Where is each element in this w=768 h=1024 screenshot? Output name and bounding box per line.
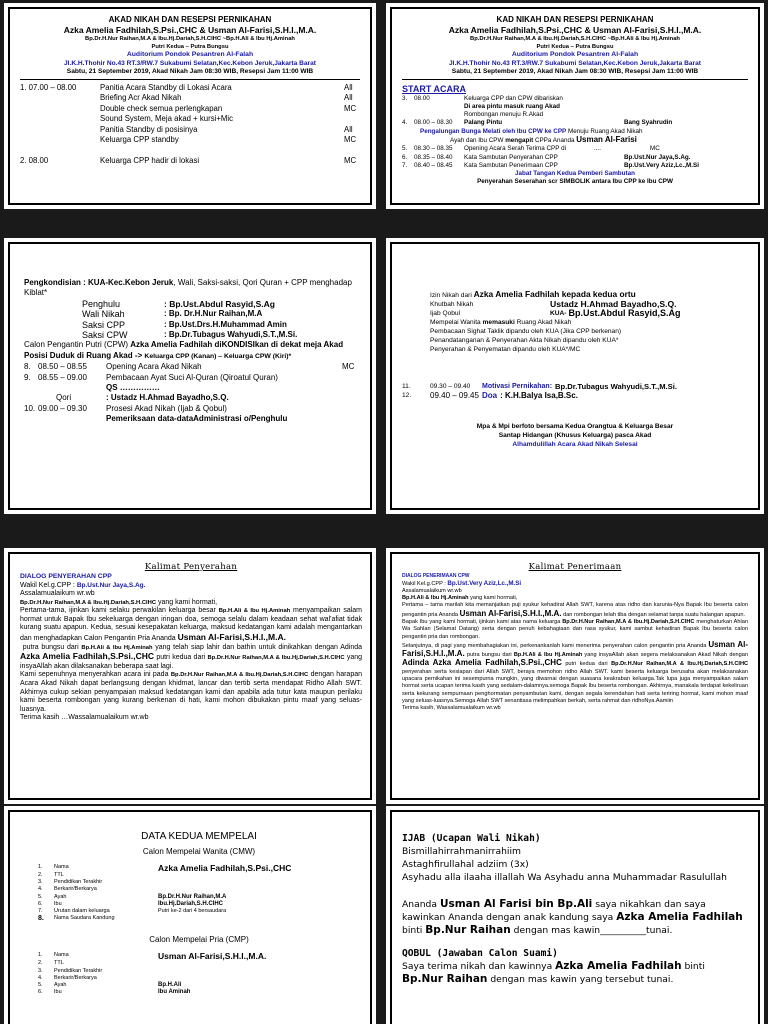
text: Adinda [402,658,430,668]
schedule-row [402,382,746,391]
row-label: TTL [54,872,64,878]
row-no: 9. [24,372,31,382]
text: Kami sepenuhnya menyerahkan acara ini pada [20,671,169,679]
row-note: CPPa Ananda [534,136,575,144]
label: Calon Pengantin Putri (CPW) [24,340,129,350]
couple-names: Azka Amelia Fadhilah,S.Psi.,CHC & Usman Al-Farisi,S.H.I.,M.A. [448,25,702,35]
greeting: Assalamualaikum wr.wb [402,587,462,594]
row-label: Nama [54,952,69,959]
card-border [8,552,372,800]
row-no: 8. [24,362,31,372]
row-no: 3. [402,94,408,102]
row-pic: MC [344,103,357,113]
row-note: Pemeriksaan data-dataAdministrasi o/Penghulu [106,414,288,424]
card-border [390,810,760,1024]
row-no: 3. [38,967,43,974]
step-line: Pembacaan Sighat Taklik dipandu oleh KUA (Jika CPP berkenan) [430,328,622,335]
card-border [8,7,372,205]
row-label: Ibu [54,989,62,996]
start-heading: START ACARA [402,83,466,94]
row-no: 5. [38,982,43,989]
speech-body [20,582,362,724]
row-time: 08.00 [414,94,430,102]
cmw-table [38,864,360,922]
label: Pengkondisian : [24,278,86,287]
kua-name: KUA-Kec.Kebon Jeruk [88,278,174,287]
schedule-row [402,95,748,103]
text: putri kedua dari [565,661,608,668]
ijab-row [430,309,746,318]
row-desc: Motivasi Pernikahan: [482,383,553,390]
text: Pertama – tama marilah kita memanjatkan puji syukur kehadirat Allah SWT, karena atas ridho dan karunia-Nya Bapak Ibu beserta calon pengantin pria Ananda [402,602,748,618]
card-border [390,7,760,205]
row-pic: Bp.Ust.Very Aziz,Lc.,M.Si [624,161,699,169]
row-desc: Palang Pintu [464,119,503,127]
closing-line: Mpa & Mpi berfoto bersama Kedua Orangtua & Keluarga Besar [476,423,674,430]
step-text: Mempelai Wanita [430,319,481,326]
schedule-row [20,104,360,115]
schedule-row [24,362,360,372]
label: Izin Nikah dari [430,292,472,299]
text: Selanjutnya, di pagi yang membahagiakan ini, perkenankanlah kami menerima penyerahan calon pengantin pria Ananda [402,642,707,649]
venue: Auditorium Pondok Pesantren Al-Falah [511,51,639,58]
step-line: Penyerahan & Penyematan dipandu oleh KUA*/MC [430,346,581,353]
parents-line: Bp.Dr.H.Nur Raihan,M.A & Ibu.Hj.Dariah,S.H.CIHC ~Bp.H.Ali & Ibu Hj.Aminah [470,36,680,42]
row-no: 8. [38,915,44,923]
row-pic: Bp.Ust.Nur Jaya,S.Ag. [624,153,691,161]
row-pic: All [344,124,353,134]
row-desc: Keluarga CPP hadir di lokasi [100,155,200,165]
row-value: Ibu Aminah [158,989,191,996]
row-time: 2. 08.00 [20,155,49,165]
qs-line: QS …………… [106,383,160,393]
row-time: 08.35 – 08.40 [414,153,453,161]
row-note: Rombongan menuju R.Akad [464,111,544,119]
row-pic [344,114,360,125]
card-title: Kalimat Penerimaan [528,562,622,572]
row-note: Penyerahan Seserahan scr SIMBOLIK antara Ibu CPP ke Ibu CPW [477,178,673,186]
schedule-list [20,83,360,167]
qobul-paragraph [402,960,746,986]
card-title: DATA KEDUA MEMPELAI [141,831,257,842]
bold-name: Bp.H.Ali & Ibu Hj.Aminah [81,644,153,651]
row-label: Berkarir/Berkarya [54,886,97,893]
text: putra bungsu dari [22,643,79,651]
row-desc: Double check semua perlengkapan [100,103,223,113]
ijab-heading: IJAB (Ucapan Wali Nikah) [402,833,541,844]
row-desc: Keluarga CPP dan CPW dibariskan [464,94,563,102]
row-pic: All [344,82,353,92]
schedule-row [402,162,748,170]
bold-name: Bp.H.Ali & Ibu Hj.Aminah [218,608,291,615]
row-time: 08.50 – 08.55 [38,362,87,372]
label: Khutbah Nikah [430,301,474,308]
role-label: Saksi CPW [82,330,128,341]
row-no: 1. [38,952,43,959]
row-time: 08.40 – 08.45 [414,161,453,169]
role-row [82,309,360,319]
text: Pertama-tama, ijinkan kami selaku perwakilan keluarga besar [20,607,216,615]
row-time: 1. 07.00 – 08.00 [20,82,77,92]
row-no: 1. [38,864,43,870]
row-no: 2. [38,872,43,878]
cmw-heading: Calon Mempelai Wanita (CMW) [142,847,256,856]
row-label: TTL [54,960,64,967]
row-time: 09.00 – 09.30 [38,403,87,413]
cmp-table [38,952,360,996]
row-no: 6. [38,900,43,907]
condition-text: , Wali, Saksi-saksi, Qori Quran + CPP menghadap Kiblat* [24,278,352,298]
row-label: Urutan dalam keluarga [54,908,110,915]
address: Jl.K.H.Thohir No.43 RT.3/RW.7 Sukabumi Selatan,Kec.Kebon Jeruk,Jakarta Barat [449,59,701,67]
cmp-heading: Calon Mempelai Pria (CMP) [149,935,249,945]
text: binti [684,961,705,972]
row-label: Nama [54,864,69,870]
text: menyampaikan salam hormat untuk Bapak Ibu sekeluarga dengan iringan doa, semoga selalu dalam keadaan sehat wal'afiat tidak kurang suatu apapun. Kedua, sesuai kesepakatan keluarga, maksud kedatangan kami adalah mengantarkan dan menghadapkan Calon Pengantin Pria Ananda [20,607,363,643]
parents-line: Bp.Dr.H.Nur Raihan,M.A & Ibu.Hj.Dariah,S.H.CIHC ~Bp.H.Ali & Ibu Hj.Aminah [85,36,295,42]
row-pic: MC [342,362,355,372]
schedule-row [24,373,360,383]
data-row [38,908,360,915]
cpw-text: Azka Amelia Fadhilah diKONDISIkan di dekat meja Akad [130,340,344,350]
schedule-row [20,125,360,136]
row-note: Pengalungan Bunga Melati oleh Ibu CPW ke CPP [420,127,567,135]
child-order: Putri Kedua – Putra Bungsu [536,43,614,50]
row-note: Jabat Tangan Kedua Pemberi Sambutan [515,170,635,178]
text: yang insyaAllah akan segera melaksanakan Akad Nikah dengan [584,652,748,659]
text: saya nikahkan dan saya kawinkan Ananda dengan anak kandung saya [402,899,706,923]
row-time: 09.30 – 09.40 [430,383,471,390]
label: Ijab Qobul [430,310,461,317]
row-no: 10. [24,403,36,413]
row-no: 5. [402,145,408,153]
row-desc: Doa [482,391,498,400]
closing-line: Alhamdulillah Acara Akad Nikah Selesai [512,441,638,448]
row-label: Pendidikan Terakhir [54,879,103,886]
row-no: 3. [38,879,43,886]
bold-name: Bp.H.Ali & Ibu Hj.Aminah [513,652,583,659]
row-label: Ayah [54,893,67,900]
data-row [38,901,360,908]
row-pic: Bang Syahrudin [624,119,673,127]
role-label: Wali Nikah [82,309,125,320]
role-label: Saksi CPP [82,319,126,330]
label: Posisi Duduk di Ruang Akad -> [24,350,143,360]
qobul-heading: QOBUL (Jawaban Calon Suami) [402,948,558,959]
card-border [390,552,760,800]
text: yang telah siap lahir dan bathin untuk dinikahkan dengan Adinda [155,643,363,651]
qori-label: Qori [56,393,72,403]
data-row [38,975,360,982]
schedule-row [20,135,360,146]
bold-name: Bp.Dr.H.Nur Raihan,M.A & Ibu.Hj.Dariah,S.H.CIHC [207,655,345,662]
row-no: 11. [402,383,411,390]
text: dengan mas kawin__________tunai. [513,925,673,936]
groom-name: Usman Al-Farisi [576,134,637,144]
row-label: Berkarir/Berkarya [54,974,97,981]
role-row [82,320,360,330]
data-row [38,886,360,893]
row-time [20,135,100,146]
qori-row [24,393,360,403]
ijab-line: Bismillahirrahmanirrahiim [402,846,521,857]
groom-name: Usman Al-Farisi,S.H.I.,M.A. [459,608,562,618]
text: yang kami hormati, [157,598,218,606]
step-line [430,318,746,327]
card-akad-schedule-2 [386,3,764,209]
row-desc: Panitia Standby di posisinya [100,124,198,134]
row-time: 08.30 – 08.35 [414,145,453,153]
position-line [24,351,360,362]
row-value: Azka Amelia Fadhilah,S.Psi.,CHC [158,863,292,873]
groom-name: Usman Al-Farisi,S.H.I.,M.A. [177,632,286,643]
schedule-row [20,83,360,94]
izin-text: Azka Amelia Fadhilah kepada kedua ortu [473,289,636,299]
text: yang kami hormati, [470,595,518,602]
card-kalimat-penyerahan [4,548,376,804]
row-pic: Bp.Dr.Tubagus Wahyudi,S.T.,M.Si. [555,382,677,391]
schedule-row [402,145,748,153]
closing: Terima kasih, Wassalamualaikum wr.wb [402,705,501,712]
role-name: : Bp.Ust.Abdul Rasyid,S.Ag [164,298,275,309]
data-row [38,968,360,975]
text: dengan harapan Acara Akad Nikah dapat berlangsung dengan khidmat, lancar dan tertib serta mendapat Ridho Allah SWT. Akhirnya cukup sekian penyampaian maksud kedatangan kami dan apabila ada tutur kata maupun perilaku kami beserta rombongan yang kurang berkenan di hati, kami mohon dibukakan pintu maaf yang seluas-luasnya. [20,671,363,713]
bold-name: Bp.Dr.H.Nur Raihan,M.A & Ibu.Hj.Dariah,S.H.CIHC [611,661,749,668]
card-title: AKAD NIKAH DAN RESEPSI PERNIKAHAN [108,15,272,24]
bride-name: Azka Amelia Fadhilah,S.Psi.,CHC [432,658,562,668]
card-title: KAD NIKAH DAN RESEPSI PERNIKAHAN [496,15,654,24]
row-value: Ibu.Hj.Dariah,S.H.CIHC [158,900,224,907]
closing: Terima kasih …Wassalamualaikum wr.wb [20,714,149,722]
text: Bapak Ibu yang kami hormati, ijinkan kami atas nama keluarga [402,618,561,625]
row-pic: All [344,93,353,102]
row-no: 7. [38,908,43,915]
bride-name: Azka Amelia Fadhilah,S.Psi.,CHC [20,651,155,662]
text: yang insyaAllah akan dilaksanakan beberapa saat lagi. [20,654,362,670]
roles-list [24,299,360,341]
khutbah-name: Ustadz H.Ahmad Bayadho,S.Q. [550,299,677,309]
role-name: : Bp.Dr.Tubagus Wahyudi,S.T.,M.Si. [164,330,298,340]
bride-name: Azka Amelia Fadhilah [555,960,682,972]
dialog-heading: DIALOG PENYERAHAN CPP [20,573,112,580]
text: Saya terima nikah dan kawinnya [402,961,553,972]
row-desc: Opening Acara Akad Nikah [106,362,202,372]
row-note: Ayah dan Ibu CPW [450,136,504,144]
greeting: Assalamualaikum wr.wb [20,590,95,598]
row-time [20,93,100,104]
row-pic: MC [650,145,660,153]
card-border [390,242,760,510]
kua-label: KUA- [550,310,567,317]
row-dots: .... [594,145,601,153]
row-no: 6. [38,989,43,996]
card-border [8,810,372,1024]
row-pic: MC [344,155,357,165]
row-no: 4. [402,119,408,127]
text: binti [402,925,423,936]
card-ijab-qobul [386,806,764,1024]
schedule-row [20,93,360,104]
row-no: 5. [38,893,43,900]
groom-name: Usman Al Farisi bin Bp.Ali [439,898,593,910]
step-text: memasuki [482,319,515,326]
data-row [38,989,360,996]
row-time: 09.40 – 09.45 [430,391,479,400]
condition-line [24,278,360,299]
card-title: Kalimat Penyerahan [144,562,238,572]
role-name: : Bp. Dr.H.Nur Raihan,M.A [164,309,263,319]
row-desc: Briefing Acr Akad Nikah [100,93,182,102]
row-no: 12. [402,392,412,399]
cpw-line [24,340,360,350]
row-note: mengapit [505,136,534,144]
row-note: Menuju Ruang Akad Nikah [568,127,643,135]
position-text: Keluarga CPP (Kanan) – Keluarga CPW (Kiri)* [144,352,292,360]
row-desc: Pembacaan Ayat Suci Al-Quran (Qiroatul Quran) [106,372,278,382]
row-label: Pendidikan Terakhir [54,967,103,974]
event-date: Sabtu, 21 September 2019, Akad Nikah Jam 08:30 WIB, Resepsi Jam 11:00 WIB [20,68,360,80]
row-no: 2. [38,960,43,967]
row-time [20,125,100,136]
row-label: Ibu [54,900,62,907]
event-date: Sabtu, 21 September 2019, Akad Nikah Jam 08:30 WIB, Resepsi Jam 11:00 WIB [402,68,748,80]
row-desc: Prosesi Akad Nikah (Ijab & Qobul) [106,403,227,413]
data-row [38,879,360,886]
bold-name: Bp.Dr.H.Nur Raihan,M.A & Ibu.Hj.Dariah,S.H.CIHC [562,618,695,625]
card-akad-schedule-3 [4,238,376,514]
data-row [38,960,360,967]
row-time: 08.00 – 08.30 [414,119,453,127]
schedule-row [20,114,360,125]
row-desc: Kata Sambutan Penyerahan CPP [464,153,558,161]
closing-line: Santap Hidangan (Khusus Keluarga) pasca Akad [498,432,652,439]
role-row [82,299,360,309]
schedule-row [24,404,360,414]
father-name: Bp.Nur Raihan [425,924,511,936]
father-name: Bp.Nur Raihan [402,973,488,985]
card-akad-schedule-4 [386,238,764,514]
row-desc: Kata Sambutan Penerimaan CPP [464,161,558,169]
data-row [38,952,360,960]
row-value: Putri ke-2 dari 4 bersaudara [158,908,227,915]
row-desc: Keluarga CPP standby [100,135,179,144]
row-pic: : K.H.Balya Isa,B.Sc. [500,391,578,400]
bold-name: Bp.H.Ali & Ibu Hj.Aminah [402,595,469,602]
step-text: Ruang Akad Nikah [516,319,572,326]
card-border [8,242,372,510]
groom-name: Usman Al-Farisi,S.H.I.,M.A. [402,639,748,659]
bold-name: Bp.Dr.H.Nur Raihan,M.A & Ibu.Hj.Dariah,S.H.CIHC [170,672,309,679]
data-row [38,982,360,989]
text: dan rombongan telah tiba dengan selamat tanpa suatu halangan apapun. [563,611,746,618]
role-row [82,330,360,340]
text: putra bungsu dari [466,652,512,659]
row-no: 6. [402,153,408,161]
couple-names: Azka Amelia Fadhilah,S.Psi.,CHC & Usman Al-Farisi,S.H.I.,M.A. [63,25,317,35]
row-value: Bp.H.Ali [158,982,182,989]
speech-body [402,580,748,713]
data-row [38,864,360,872]
row-no: 7. [402,161,408,169]
card-akad-schedule-1 [4,3,376,209]
speaker-name: Bp.Ust.Very Aziz,Lc.,M.Si [447,579,522,587]
role-label: Penghulu [82,298,121,309]
row-pic: MC [344,135,357,144]
row-time [20,104,100,115]
row-desc: Opening Acara Serah Terima CPP di [464,145,566,153]
row-desc: Panitia Acara Standby di Lokasi Acara [100,82,232,92]
row-no: 4. [38,886,43,893]
schedule-list [402,95,748,187]
speaker-name: Bp.Ust.Nur Jaya,S.Ag. [76,581,146,589]
data-row [38,915,360,922]
text: Ananda [402,899,438,910]
venue: Auditorium Pondok Pesantren Al-Falah [126,51,254,58]
card-data-mempelai [4,806,376,1024]
step-line: Penandatanganan & Penyerahan Akta Nikah dipandu oleh KUA* [430,337,619,344]
dialog-heading: DIALOG PENERIMAAN CPW [402,573,470,579]
text: menghaturkan Ahlan Wa Sahlan (Selamat Datang) serta dengan penuh kebahagiaan dan rasa syukur, kami sambut kehadiran Bapak Ibu beserta calon pengantin pria dan rombongan. [402,618,748,640]
text: dengan mas kawin yang tersebut tunai. [490,974,674,985]
row-value: Bp.Dr.H.Nur Raihan,M.A [158,893,227,900]
child-order: Putri Kedua – Putra Bungsu [151,43,229,50]
ijab-line: Astaghfirullahal adziim (3x) [402,859,529,870]
address: Jl.K.H.Thohir No.43 RT.3/RW.7 Sukabumi Selatan,Kec.Kebon Jeruk,Jakarta Barat [64,59,316,67]
qori-name: : Ustadz H.Ahmad Bayadho,S.Q. [106,393,229,403]
row-time [20,114,100,125]
bride-name: Azka Amelia Fadhilah [616,911,743,923]
schedule-row [20,156,360,167]
text: penyerahan serta kesiapan dari Allah SWT, beraya memohon ridho Allah SWT. kami beserta keluarga berusaha akan melaksanakan upacara pernikahan ini sesempurna mungkin, yang diwarnai dengan suasana keakraban keluarga.Tak lupa juga menyampaikan salam hormat serta ucapan terima kasih yang sedalam-dalamnya.semoga Bapak Ibu beserta rombongan. Akhirnya, manakala terdapat kekeliruan serta kekurang sempurnaan penghormatan penyambutan kami, dengan segala kerendahan hati serta teriring hormat, kami mohon maaf yang seluas-luasnya.Semoga Allah SWT senantiasa melimpahkan berkah, serta rahmat dan ridhoNya.Aamiin [402,668,748,704]
data-row [38,894,360,901]
row-label: Ayah [54,982,67,989]
card-kalimat-penerimaan [386,548,764,804]
label: Wakil Kel.g.CPP : [402,580,446,587]
ijab-line: Asyhadu alla ilaaha illallah Wa Asyhadu anna Muhammadar Rasulullah [402,872,727,883]
schedule-row [402,154,748,162]
schedule-row [402,391,746,400]
data-row [38,872,360,879]
label: Wakil Kel.g.CPP : [20,581,75,589]
text: putri kedua dari [156,654,206,662]
bold-name: Bp.Dr.H.Nur Raihan,M.A & Ibu.Hj.Dariah,S.H.CIHC [20,599,157,606]
ijab-paragraph [402,898,746,937]
role-name: : Bp.Ust.Drs.H.Muhammad Amin [164,319,287,329]
row-time: 08.55 – 09.00 [38,372,87,382]
row-value: Usman Al-Farisi,S.H.I.,M.A. [158,951,267,962]
row-desc: Sound System, Meja akad + kursi+Mic [100,114,234,123]
row-no: 4. [38,974,43,981]
ijab-name: Bp.Ust.Abdul Rasyid,S.Ag [568,308,681,318]
row-label: Nama Saudara Kandung [54,915,115,922]
row-note: Di area pintu masuk ruang Akad [464,102,560,110]
schedule-row [402,119,748,127]
